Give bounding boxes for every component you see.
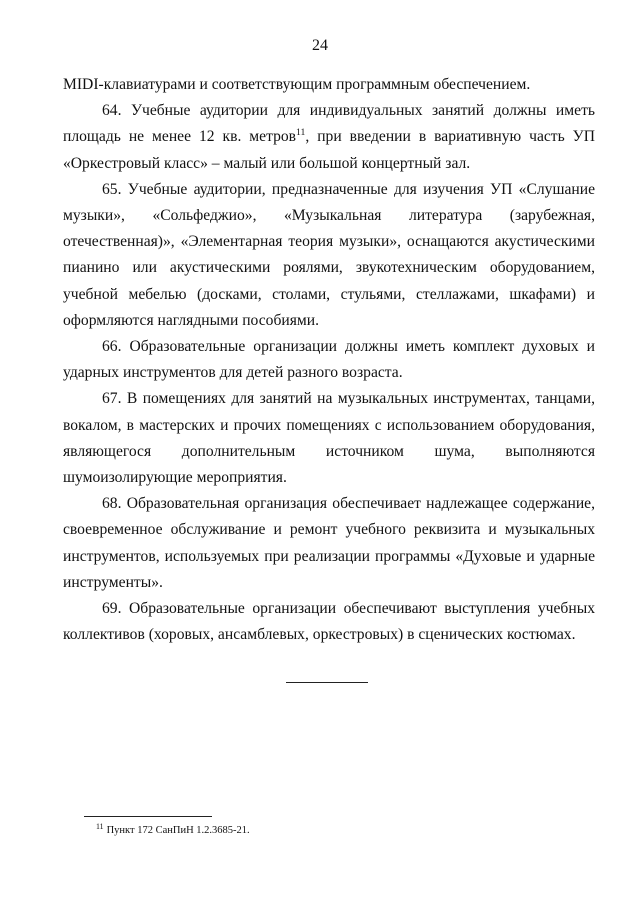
footnote (96, 821, 250, 838)
paragraph-64-text-start: 64. Учебные аудитории для индивидуальных занятий должны иметь площадь не менее 12 кв. метров (63, 102, 595, 146)
paragraph-continuation: MIDI-клавиатурами и соответствующим программным обеспечением. (63, 76, 531, 93)
footnote-reference[interactable]: 11 (296, 127, 306, 139)
paragraph-67: 67. В помещениях для занятий на музыкальных инструментах, танцами, вокалом, в мастерских и прочих помещениях с использованием оборудования, являющегося дополнительным источником шума, выполняются шумоизолирующие мероприятия. (63, 390, 595, 487)
footnote-mark: 11 (96, 821, 104, 831)
paragraph-68: 68. Образовательная организация обеспечивает надлежащее содержание, своевременное обслуживание и ремонт учебного реквизита и музыкальных инструментов, используемых при реализации программы «Духовые и ударные инструменты». (63, 495, 595, 591)
paragraph-64-text-end: , при введении в вариативную часть УП «Оркестровый класс» – малый или большой концертный зал. (63, 128, 595, 172)
paragraph-65: 65. Учебные аудитории, предназначенные для изучения УП «Слушание музыки», «Сольфеджио», «Музыкальная литература (зарубежная, отечественная)», «Элементарная теория музыки», оснащаются акустическими пианино или акустическими роялями, звукотехническим оборудованием, учебной мебелью (досками, столами, стульями, стеллажами, шкафами) и оформляются наглядными пособиями. (63, 180, 595, 329)
body-text (63, 72, 595, 648)
footnote-separator (84, 816, 212, 817)
paragraph-69: 69. Образовательные организации обеспечивают выступления учебных коллективов (хоровых, ансамблевых, оркестровых) в сценических костюмах. (63, 600, 595, 644)
paragraph-66: 66. Образовательные организации должны иметь комплект духовых и ударных инструментов для детей разного возраста. (63, 338, 595, 382)
end-of-text-divider (286, 682, 368, 683)
paragraph-64 (63, 98, 595, 177)
footnote-text: Пункт 172 СанПиН 1.2.3685-21. (106, 825, 250, 836)
page-number: 24 (312, 37, 328, 54)
